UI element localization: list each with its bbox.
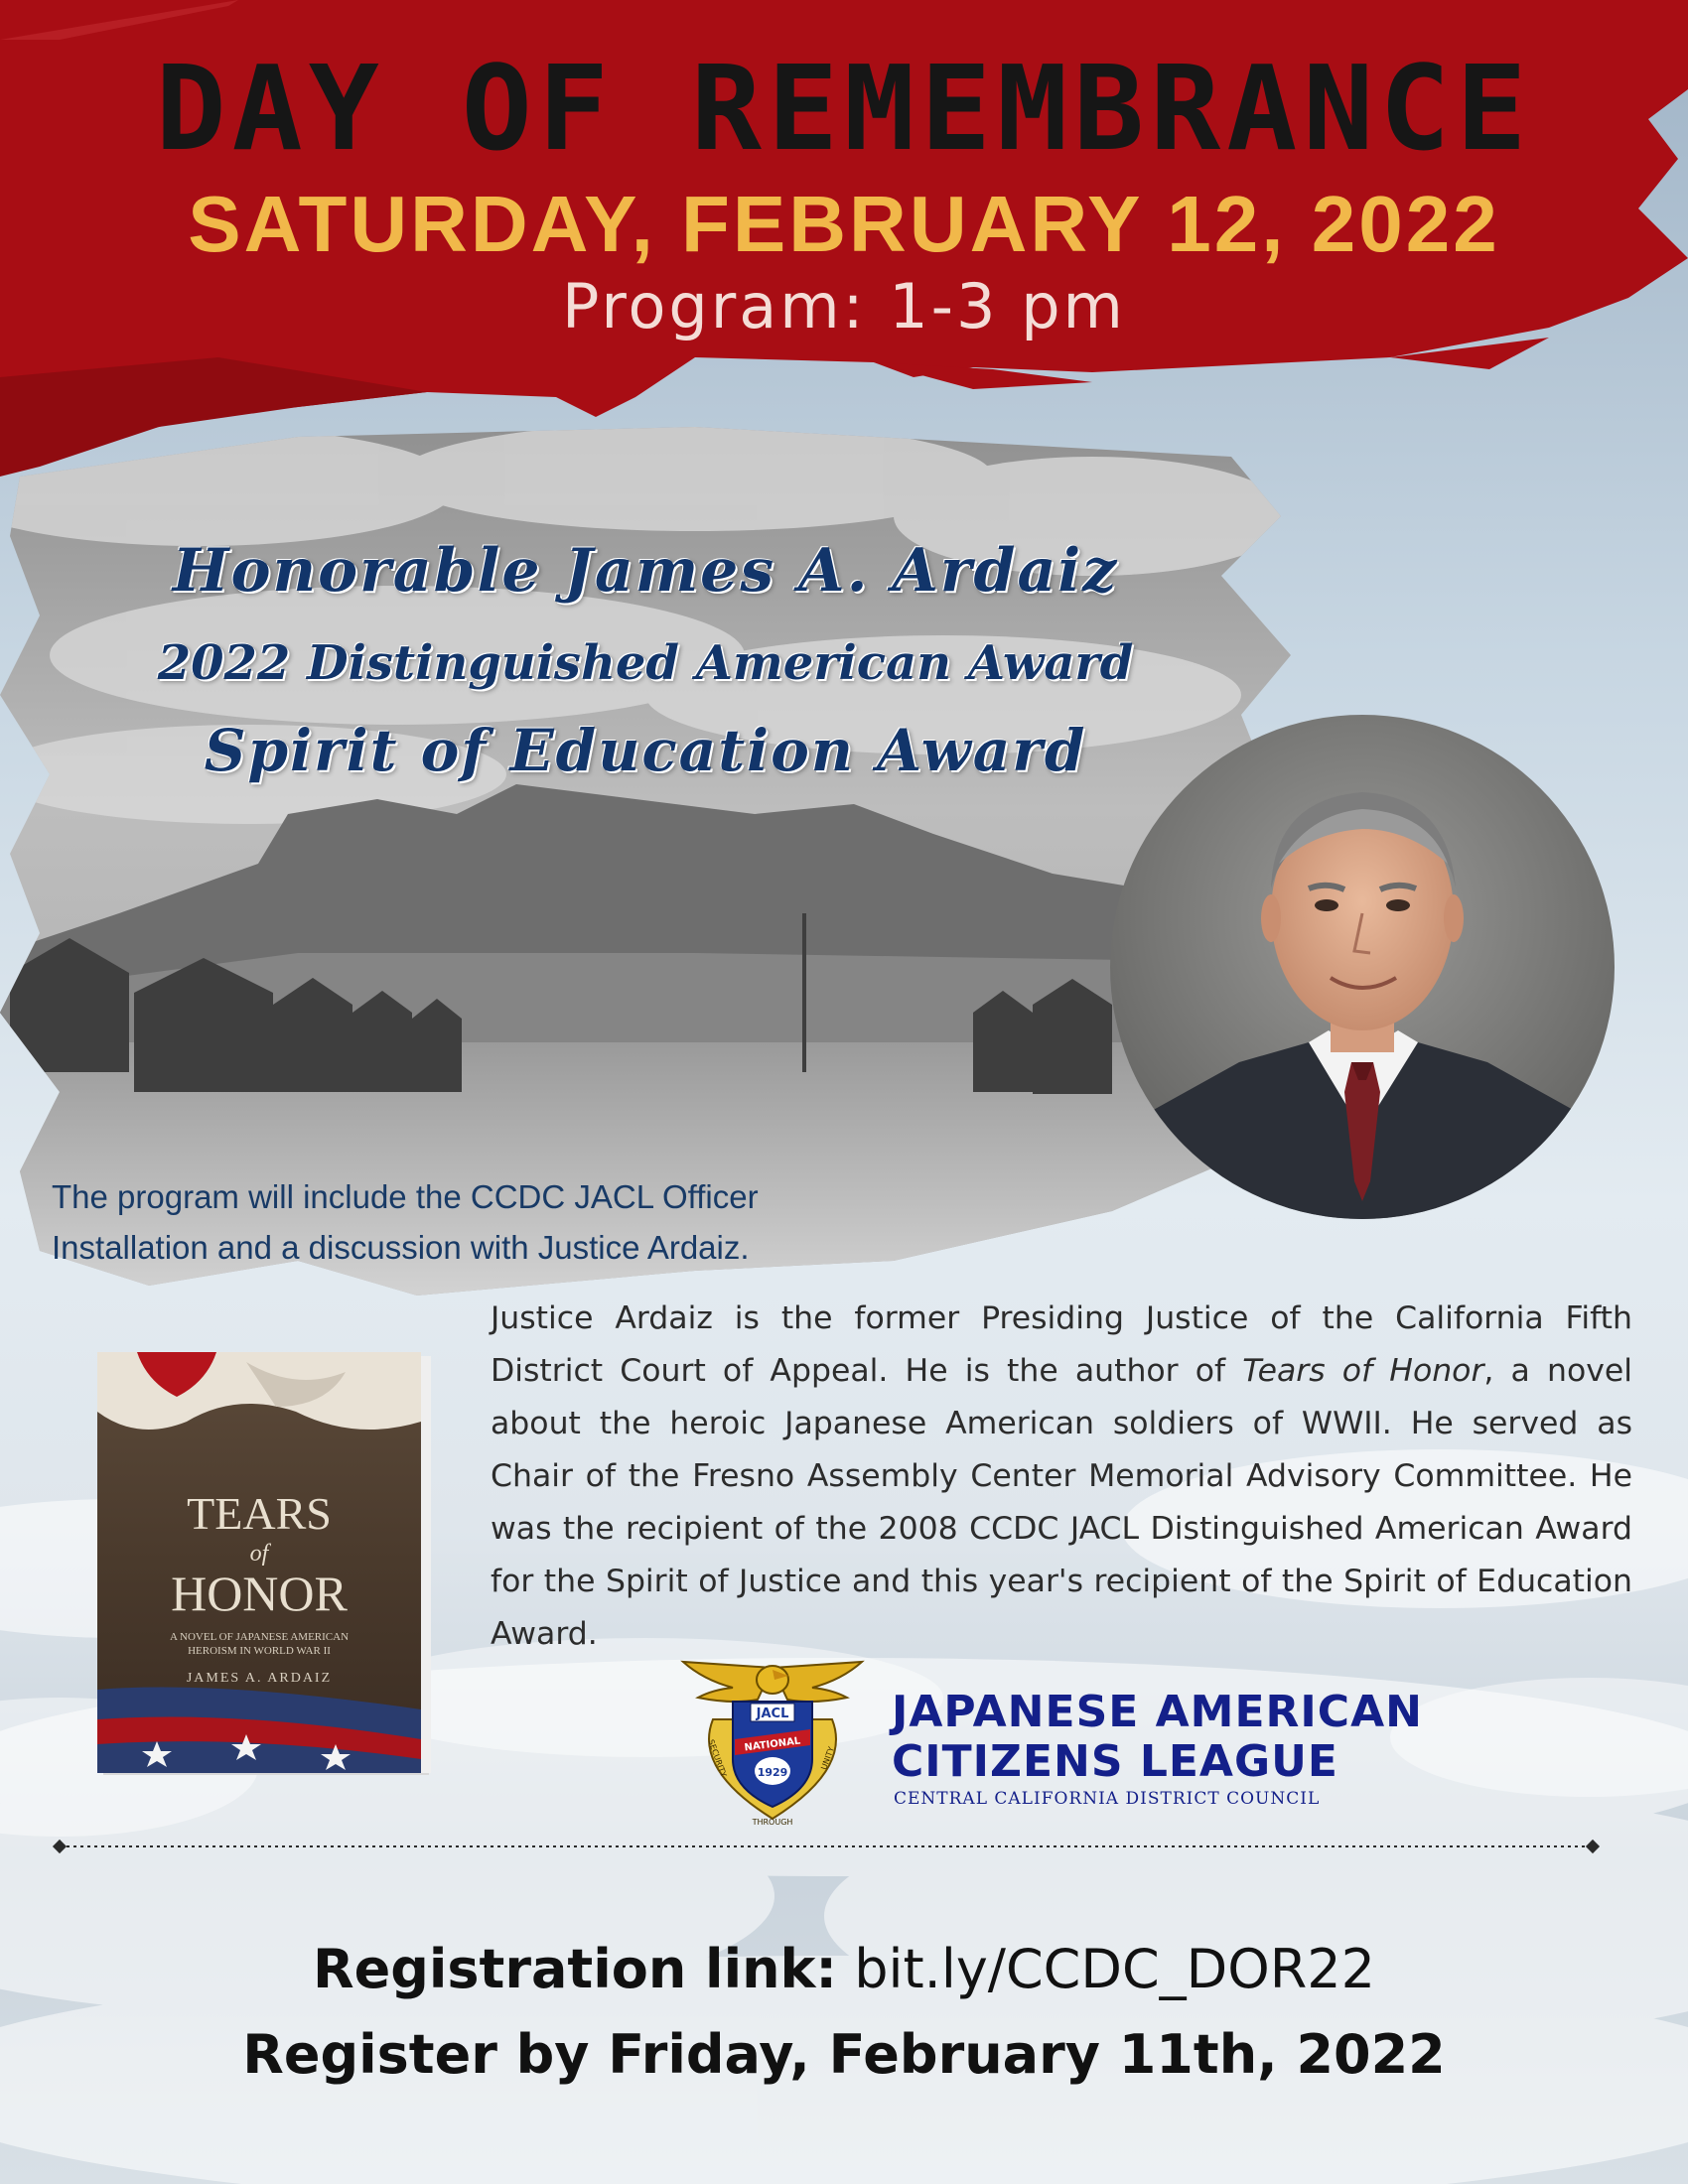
logo-text-band: NATIONAL — [744, 1735, 801, 1754]
logo-text-top: JACL — [756, 1706, 789, 1721]
program-intro: The program will include the CCDC JACL Officer Installation and a discussion with Justice Ardaiz. — [52, 1178, 759, 1266]
logo-text-right: UNITY — [819, 1745, 836, 1771]
registration-line — [0, 1938, 1688, 2000]
program-time: Program: 1-3 pm — [562, 270, 1126, 342]
logo-text-year: 1929 — [757, 1766, 788, 1779]
event-title: DAY OF REMEMBRANCE — [155, 40, 1533, 177]
book-title-bottom: HONOR — [171, 1566, 348, 1621]
book-title-top: TEARS — [187, 1488, 332, 1539]
book-author: JAMES A. ARDAIZ — [186, 1671, 333, 1686]
honoree-name: Honorable James A. Ardaiz — [172, 536, 1119, 606]
honoree-award-1: 2022 Distinguished American Award — [157, 635, 1134, 691]
bio-text-1: Justice Ardaiz is the former Presiding Justice of the California Fifth District Court of Appeal. He is the author of — [491, 1300, 1632, 1389]
book-subtitle-2: HEROISM IN WORLD WAR II — [188, 1645, 331, 1657]
jacl-district-council: CENTRAL CALIFORNIA DISTRICT COUNCIL — [894, 1789, 1321, 1809]
book-subtitle-1: A NOVEL OF JAPANESE AMERICAN — [169, 1631, 350, 1643]
jacl-org-name — [892, 1688, 1423, 1787]
book-cover-tears-of-honor — [97, 1352, 435, 1779]
logo-text-bottom: THROUGH — [752, 1818, 793, 1827]
jacl-eagle-shield-logo — [663, 1650, 882, 1829]
honoree-award-2: Spirit of Education Award — [204, 717, 1087, 784]
honoree-portrait — [1110, 715, 1615, 1219]
event-date: SATURDAY, FEBRUARY 12, 2022 — [188, 180, 1500, 268]
registration-deadline: Register by Friday, February 11th, 2022 — [242, 2023, 1446, 2086]
dotted-divider — [52, 1839, 1601, 1854]
registration-url[interactable]: bit.ly/CCDC_DOR22 — [854, 1938, 1375, 2000]
logo-text-left: SECURITY — [706, 1738, 729, 1779]
honoree-bio — [491, 1293, 1632, 1661]
bio-book-title: Tears of Honor — [1242, 1353, 1484, 1389]
jacl-name-line-2: CITIZENS LEAGUE — [892, 1736, 1338, 1787]
book-title-mid: of — [249, 1541, 269, 1567]
jacl-name-line-1: JAPANESE AMERICAN — [892, 1687, 1423, 1737]
registration-label: Registration link: — [313, 1938, 838, 2000]
bio-text-2: , a novel about the heroic Japanese American soldiers of WWII. He served as Chair of the Fresno Assembly Center Memorial Advisory Committee. He was the recipient of the 2008 CCDC JACL Distinguished American Award for the Spirit of Justice and this year's recipient of the Spirit of Education Award. — [491, 1353, 1632, 1652]
